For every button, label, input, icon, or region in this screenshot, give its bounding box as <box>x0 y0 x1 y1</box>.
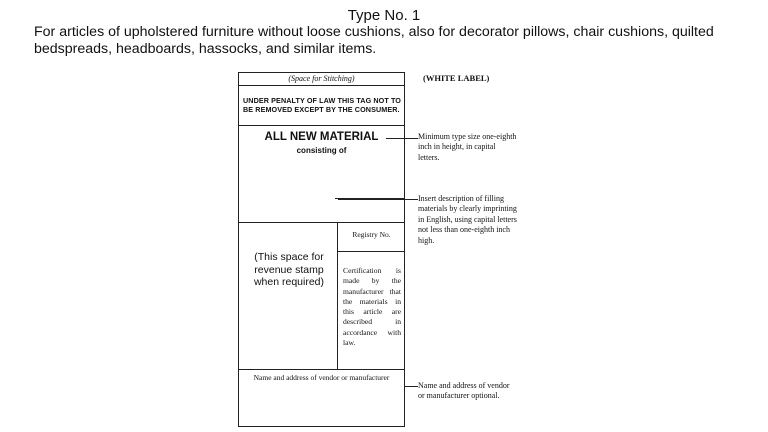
registry-number-label: Registry No. <box>352 230 391 239</box>
divider <box>239 222 404 223</box>
divider <box>239 85 404 86</box>
insert-description-note: Insert description of filling materials by clearly imprinting in English, using capital letters not less than one-eighth inch high. <box>418 194 517 245</box>
leader-line <box>386 138 418 139</box>
vendor-optional-note: Name and address of vendor or manufacturer optional. <box>418 381 510 401</box>
page-title: Type No. 1 <box>347 7 421 24</box>
revenue-stamp-space: (This space for revenue stamp when required) <box>253 251 325 288</box>
penalty-warning: UNDER PENALTY OF LAW THIS TAG NOT TO BE REMOVED EXCEPT BY THE CONSUMER. <box>243 96 401 114</box>
divider <box>337 251 404 252</box>
leader-line <box>404 386 418 387</box>
divider <box>239 369 404 370</box>
divider <box>337 222 338 369</box>
divider <box>239 125 404 126</box>
law-tag <box>238 72 405 427</box>
white-label-note: (WHITE LABEL) <box>423 73 490 83</box>
certification-text: Certification is made by the manufacturer that the materials in this article are described in accordance with law. <box>343 266 401 348</box>
type-size-note: Minimum type size one-eighth inch in height, in capital letters. <box>418 132 517 162</box>
leader-line <box>338 199 418 200</box>
consisting-of-label: consisting of <box>296 146 347 155</box>
intro-text: For articles of upholstered furniture without loose cushions, also for decorator pillows, chair cushions, quilted bedspreads, headboards, hassocks, and similar items. <box>34 24 714 57</box>
stitching-space-label: (Space for Stitching) <box>288 74 355 83</box>
vendor-address-label: Name and address of vendor or manufacturer <box>253 373 390 382</box>
all-new-material-heading: ALL NEW MATERIAL <box>264 131 379 143</box>
